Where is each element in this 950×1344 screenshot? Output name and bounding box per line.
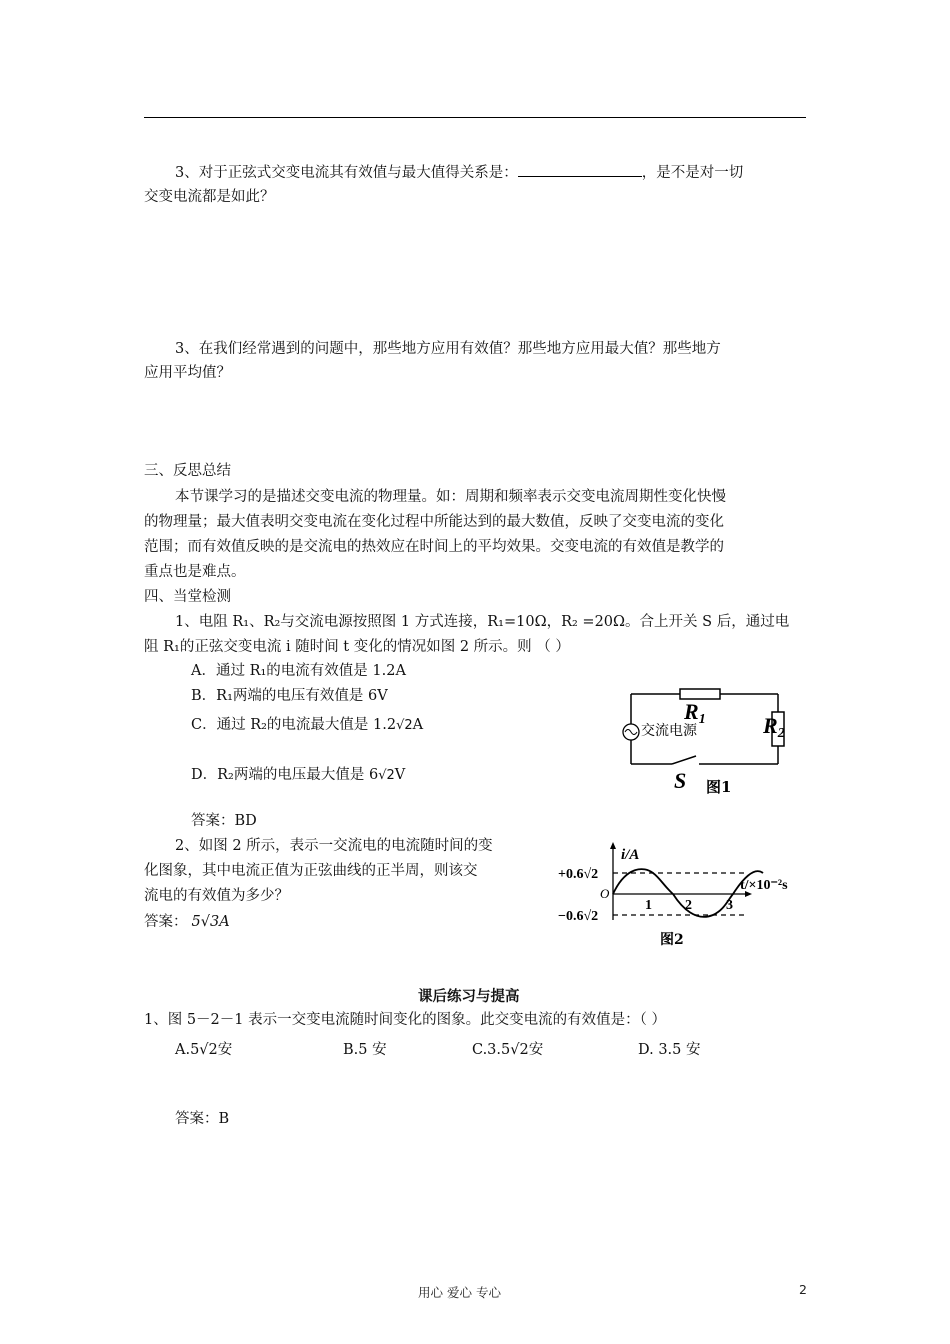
section3-line: 范围；而有效值反映的是交流电的热效应在时间上的平均效果。交变电流的有效值是教学的 [144, 539, 724, 555]
option-c-unit: A [412, 717, 424, 733]
problem1-line2: 阻 R₁的正弦交变电流 i 随时间 t 变化的情况如图 2 所示。则 （ ） [144, 639, 570, 655]
sqrt2-symbol: √2 [396, 718, 413, 733]
y-max-label: +0.6√2 [558, 867, 599, 882]
problem2-line2: 化图象，其中电流正值为正弦曲线的正半周，则该交 [144, 863, 478, 879]
x-tick-2: 2 [685, 898, 692, 913]
header-rule [144, 117, 806, 118]
section4-heading: 四、当堂检测 [144, 589, 231, 605]
footer-slogan: 用心 爱心 专心 [418, 1285, 501, 1300]
q3b-line2: 应用平均值？ [144, 365, 231, 381]
option-c-text: C．通过 R₂的电流最大值是 1.2 [191, 717, 397, 733]
section3-heading: 三、反思总结 [144, 463, 231, 479]
x-tick-3: 3 [726, 898, 733, 913]
answer2-value: 5√3A [191, 914, 230, 930]
after-option-a: A.5√2安 [175, 1042, 233, 1058]
section3-line: 本节课学习的是描述交变电流的物理量。如：周期和频率表示交变电流周期性变化快慢 [175, 489, 726, 505]
resistor-r1 [680, 689, 720, 699]
option-a: A．通过 R₁的电流有效值是 1.2A [191, 663, 406, 679]
option-c [191, 715, 423, 736]
r1-label: R1 [684, 699, 706, 727]
answer-blank [518, 162, 642, 177]
q3a-text-a: 3、对于正弦式交变电流其有效值与最大值得关系是： [175, 165, 518, 181]
x-axis-label: t/×10⁻²s [740, 878, 788, 893]
option-d-text: D．R₂两端的电压最大值是 6 [191, 767, 379, 783]
after-q1: 1、图 5－2－1 表示一交变电流随时间变化的图象。此交变电流的有效值是：（ ） [144, 1012, 666, 1028]
answer2-label: 答案： [144, 914, 188, 930]
sqrt2-symbol: √2 [378, 768, 395, 783]
y-min-label: −0.6√2 [558, 909, 599, 924]
option-d [191, 765, 405, 786]
q3a-text-b: ，是不是对一切 [641, 165, 744, 181]
answer1: 答案：BD [191, 813, 257, 829]
answer2 [144, 912, 230, 933]
y-axis-label: i/A [621, 847, 640, 863]
after-option-b: B.5 安 [343, 1042, 387, 1058]
x-tick-1: 1 [645, 898, 652, 913]
option-d-unit: V [394, 767, 406, 783]
problem2-line3: 流电的有效值为多少？ [144, 888, 289, 904]
r2-label: R2 [763, 713, 785, 741]
after-class-title: 课后练习与提高 [418, 988, 520, 1005]
after-answer: 答案：B [175, 1111, 230, 1127]
q3b-line1: 3、在我们经常遇到的问题中，那些地方应用有效值？那些地方应用最大值？那些地方 [175, 341, 721, 357]
source-label: 交流电源 [641, 723, 697, 739]
option-b: B．R₁两端的电压有效值是 6V [191, 688, 388, 704]
q3a-line1 [175, 162, 743, 184]
problem1-line1: 1、电阻 R₁、R₂与交流电源按照图 1 方式连接，R₁=10Ω，R₂ =20Ω。合上开关 S 后，通过电 [175, 614, 790, 630]
problem2-line1: 2、如图 2 所示，表示一交流电的电流随时间的变 [175, 838, 493, 854]
q3a-line2: 交变电流都是如此？ [144, 189, 275, 205]
origin-label: O [600, 886, 610, 901]
switch-symbol [672, 756, 696, 764]
page-number: 2 [799, 1282, 807, 1297]
section3-line: 重点也是难点。 [144, 564, 246, 580]
section3-line: 的物理量；最大值表明交变电流在变化过程中所能达到的最大数值，反映了交变电流的变化 [144, 514, 724, 530]
switch-label: S [674, 768, 687, 793]
circuit-figure [612, 682, 812, 802]
after-option-c: C.3.5√2安 [472, 1042, 544, 1058]
figure1-caption: 图1 [706, 778, 732, 796]
current-graph-figure [556, 840, 816, 952]
figure2-caption: 图2 [660, 932, 684, 948]
after-option-d: D. 3.5 安 [638, 1042, 701, 1058]
